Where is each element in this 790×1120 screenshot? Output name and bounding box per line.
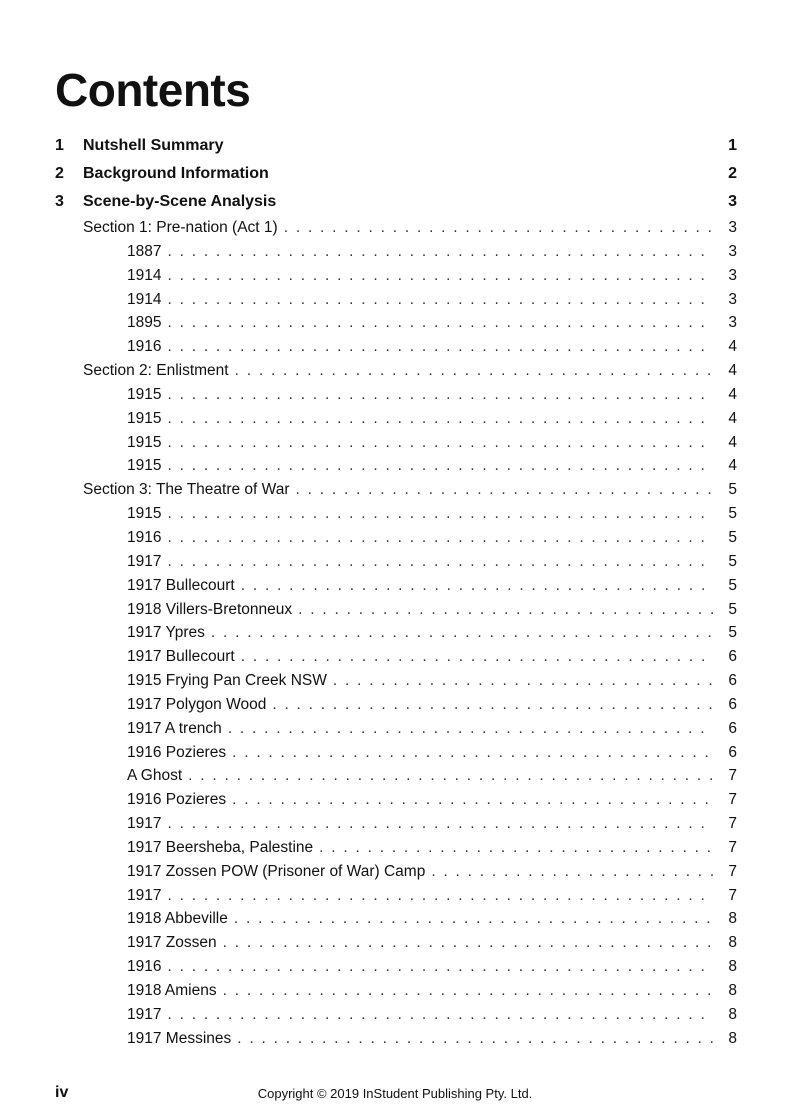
dot-leader <box>167 955 713 979</box>
toc-subsection[interactable] <box>55 264 737 288</box>
subsection-title: 1915 <box>127 457 162 475</box>
subsection-title: 1914 <box>127 290 162 308</box>
dot-leader <box>296 478 714 502</box>
dot-leader <box>237 1027 713 1051</box>
page-number: 5 <box>728 600 737 618</box>
section-title: Section 3: The Theatre of War <box>83 481 290 499</box>
dot-leader <box>241 574 713 598</box>
toc-subsection[interactable] <box>55 645 737 669</box>
toc-subsection[interactable] <box>55 288 737 312</box>
footer-copyright: Copyright © 2019 InStudent Publishing Pty. Ltd. <box>257 1086 533 1101</box>
page-number: 8 <box>728 958 737 976</box>
dot-leader <box>272 693 713 717</box>
subsection-title: 1915 <box>127 385 162 403</box>
page-number: 8 <box>728 1005 737 1023</box>
dot-leader <box>167 407 713 431</box>
dot-leader <box>232 741 713 765</box>
dot-leader <box>232 788 713 812</box>
toc-subsection[interactable] <box>55 431 737 455</box>
dot-leader <box>333 669 713 693</box>
page-number: 6 <box>728 672 737 690</box>
page-number: 5 <box>728 552 737 570</box>
subsection-title: 1917 Ypres <box>127 624 205 642</box>
chapter-number: 3 <box>55 193 64 210</box>
section-title: Section 1: Pre-nation (Act 1) <box>83 219 278 236</box>
subsection-title: 1918 Amiens <box>127 982 217 999</box>
toc-subsection[interactable] <box>55 741 737 765</box>
subsection-title: 1917 <box>127 1005 162 1023</box>
subsection-title: 1917 <box>127 815 162 833</box>
toc-subsection[interactable] <box>55 812 737 836</box>
page-number: 7 <box>728 767 737 785</box>
toc-section[interactable] <box>55 216 737 240</box>
subsection-title: 1916 <box>127 528 162 546</box>
page-number: 4 <box>728 362 737 380</box>
toc-subsection[interactable] <box>55 526 737 550</box>
subsection-title: 1915 Frying Pan Creek NSW <box>127 672 327 690</box>
subsection-title: 1917 A trench <box>127 719 222 737</box>
page-number: 3 <box>728 242 737 260</box>
toc-subsection[interactable] <box>55 240 737 264</box>
subsection-title: 1917 <box>127 886 162 904</box>
page-number: 7 <box>728 791 737 809</box>
page-number: 7 <box>728 838 737 856</box>
dot-leader <box>241 645 713 669</box>
dot-leader <box>319 836 713 860</box>
dot-leader <box>235 359 713 383</box>
page-number: 3 <box>728 314 737 332</box>
toc-subsection[interactable] <box>55 860 737 884</box>
dot-leader <box>188 764 713 788</box>
toc-subsection[interactable] <box>55 955 737 979</box>
toc-subsection[interactable] <box>55 1003 737 1027</box>
subsection-title: 1916 <box>127 338 162 356</box>
page-number: 5 <box>728 505 737 523</box>
dot-leader <box>167 288 713 312</box>
dot-leader <box>223 931 713 955</box>
page-number: 8 <box>728 910 737 928</box>
page-number: 4 <box>728 457 737 475</box>
chapter-title: Nutshell Summary <box>83 137 224 154</box>
subsection-title: 1917 Zossen <box>127 934 217 952</box>
dot-leader <box>167 550 713 574</box>
toc-subsection[interactable] <box>55 836 737 860</box>
toc-subsection[interactable] <box>55 907 737 931</box>
page-number: 4 <box>728 338 737 356</box>
dot-leader <box>167 884 713 908</box>
chapter-title: Scene-by-Scene Analysis <box>83 193 277 210</box>
page-number: 4 <box>728 433 737 451</box>
dot-leader <box>167 1003 713 1027</box>
page-number: 6 <box>728 719 737 737</box>
toc-subsection[interactable] <box>55 335 737 359</box>
dot-leader <box>234 907 713 931</box>
toc-subsection[interactable] <box>55 693 737 717</box>
toc-subsection[interactable] <box>55 717 737 741</box>
subsection-title: 1887 <box>127 242 162 260</box>
footer-page-number: iv <box>55 1084 69 1101</box>
subsection-title: 1917 Bullecourt <box>127 576 235 594</box>
dot-leader <box>167 431 713 455</box>
page-number: 7 <box>728 862 737 880</box>
dot-leader <box>167 383 713 407</box>
page-number: 5 <box>728 481 737 499</box>
dot-leader <box>298 598 713 622</box>
toc-subsection[interactable] <box>55 311 737 335</box>
toc-subsection[interactable] <box>55 598 737 622</box>
page-number: 1 <box>728 137 737 154</box>
subsection-title: 1918 Abbeville <box>127 910 228 928</box>
chapter-number: 1 <box>55 137 64 154</box>
section-title: Section 2: Enlistment <box>83 362 229 380</box>
dot-leader <box>284 216 713 240</box>
toc-chapter[interactable] <box>55 160 737 188</box>
dot-leader <box>431 860 713 884</box>
toc-subsection[interactable] <box>55 979 737 1003</box>
dot-leader <box>228 717 713 741</box>
page-number: 3 <box>728 266 737 284</box>
table-of-contents <box>55 132 737 1051</box>
dot-leader <box>167 335 713 359</box>
page-number: 4 <box>728 385 737 403</box>
subsection-title: 1917 Messines <box>127 1029 232 1047</box>
dot-leader <box>167 240 713 264</box>
dot-leader <box>167 454 713 478</box>
page-number: 3 <box>728 193 737 210</box>
toc-subsection[interactable] <box>55 574 737 598</box>
dot-leader <box>167 502 713 526</box>
toc-subsection[interactable] <box>55 931 737 955</box>
toc-subsection[interactable] <box>55 407 737 431</box>
subsection-title: 1895 <box>127 314 162 332</box>
subsection-title: 1917 <box>127 552 162 570</box>
toc-subsection[interactable] <box>55 550 737 574</box>
page-number: 8 <box>728 934 737 952</box>
subsection-title: 1916 Pozieres <box>127 743 227 761</box>
dot-leader <box>211 621 713 645</box>
subsection-title: 1918 Villers-Bretonneux <box>127 600 293 618</box>
page-number: 8 <box>728 1029 737 1047</box>
toc-chapter[interactable] <box>55 132 737 160</box>
chapter-number: 2 <box>55 165 64 182</box>
page-number: 2 <box>728 165 737 182</box>
dot-leader <box>167 812 713 836</box>
toc-subsection[interactable] <box>55 454 737 478</box>
toc-chapter[interactable] <box>55 188 737 216</box>
toc-subsection[interactable] <box>55 764 737 788</box>
dot-leader <box>223 979 713 1003</box>
toc-subsection[interactable] <box>55 1027 737 1051</box>
page-number: 3 <box>728 219 737 236</box>
page-number: 4 <box>728 409 737 427</box>
subsection-title: 1917 Polygon Wood <box>127 695 267 713</box>
page-number: 8 <box>728 982 737 999</box>
subsection-title: 1916 Pozieres <box>127 791 227 809</box>
page-number: 7 <box>728 886 737 904</box>
toc-subsection[interactable] <box>55 788 737 812</box>
page-number: 3 <box>728 290 737 308</box>
subsection-title: 1915 <box>127 433 162 451</box>
page-number: 5 <box>728 528 737 546</box>
subsection-title: 1916 <box>127 958 162 976</box>
subsection-title: A Ghost <box>127 767 183 785</box>
chapter-title: Background Information <box>83 165 269 182</box>
dot-leader <box>167 311 713 335</box>
subsection-title: 1917 Beersheba, Palestine <box>127 838 314 856</box>
toc-section[interactable] <box>55 359 737 383</box>
subsection-title: 1915 <box>127 505 162 523</box>
page-number: 5 <box>728 576 737 594</box>
toc-subsection[interactable] <box>55 621 737 645</box>
subsection-title: 1914 <box>127 266 162 284</box>
subsection-title: 1917 Bullecourt <box>127 648 235 666</box>
page-number: 6 <box>728 743 737 761</box>
toc-subsection[interactable] <box>55 669 737 693</box>
page-number: 5 <box>728 624 737 642</box>
dot-leader <box>167 526 713 550</box>
page-number: 7 <box>728 815 737 833</box>
toc-subsection[interactable] <box>55 884 737 908</box>
dot-leader <box>167 264 713 288</box>
page-number: 6 <box>728 648 737 666</box>
subsection-title: 1917 Zossen POW (Prisoner of War) Camp <box>127 862 426 880</box>
subsection-title: 1915 <box>127 409 162 427</box>
toc-subsection[interactable] <box>55 502 737 526</box>
page-number: 6 <box>728 695 737 713</box>
toc-subsection[interactable] <box>55 383 737 407</box>
page-title: Contents <box>55 64 251 116</box>
toc-section[interactable] <box>55 478 737 502</box>
